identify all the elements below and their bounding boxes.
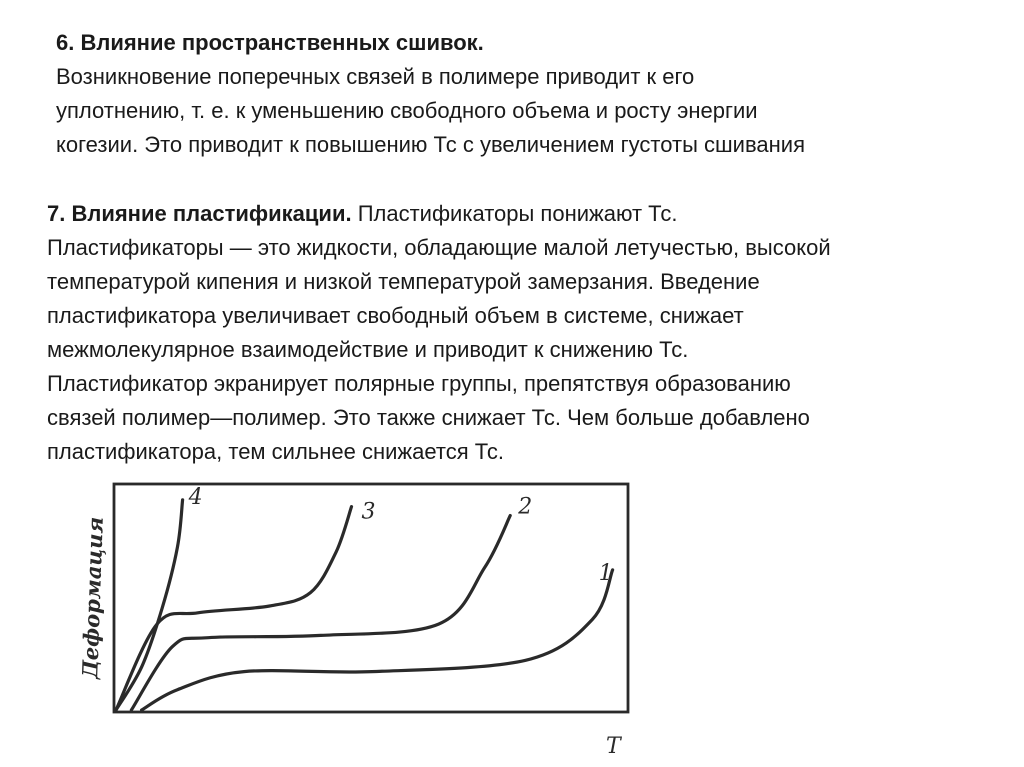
section-7-title: 7. Влияние пластификации. [47,201,352,226]
x-axis-label: T [606,734,621,759]
series-3-label: 3 [361,499,376,525]
section-7-line-1: Пластификаторы — это жидкости, обладающие малой летучестью, высокой [47,235,831,260]
section-7-line-7: пластификатора, тем сильнее снижается Тс. [47,439,505,464]
series-2-label: 2 [518,494,533,520]
series-3-curve [116,507,352,710]
section-7-line-5: Пластификатор экранирует полярные группы, препятствуя образованию [47,371,791,396]
section-6 [56,26,976,162]
section-7-line-3: пластификатора увеличивает свободный объем в системе, снижает [47,303,744,328]
series-1-label: 1 [598,560,613,586]
deformation-temperature-figure [0,470,1024,767]
section-6-title: 6. Влияние пространственных сшивок. [56,30,484,55]
section-7-line-2: температурой кипения и низкой температурой замерзания. Введение [47,269,760,294]
section-6-line-1: Возникновение поперечных связей в полимере приводит к его [56,64,695,89]
series-1-curve [142,570,613,710]
series-layer [116,485,613,710]
deformation-chart [0,470,1024,767]
section-7-line-4: межмолекулярное взаимодействие и приводит к снижению Тс. [47,337,689,362]
series-4-label: 4 [188,484,203,510]
section-7-first-line [47,197,987,231]
y-axis-label: Деформация [77,516,108,680]
section-6-line-3: когезии. Это приводит к повышению Тс с увеличением густоты сшивания [56,132,805,157]
section-7-line-6: связей полимер—полимер. Это также снижает Тс. Чем больше добавлено [47,405,810,430]
section-7-first-line-rest: Пластификаторы понижают Тс. [351,201,678,226]
section-7 [47,197,987,469]
section-6-line-2: уплотнению, т. е. к уменьшению свободного объема и росту энергии [56,98,758,123]
